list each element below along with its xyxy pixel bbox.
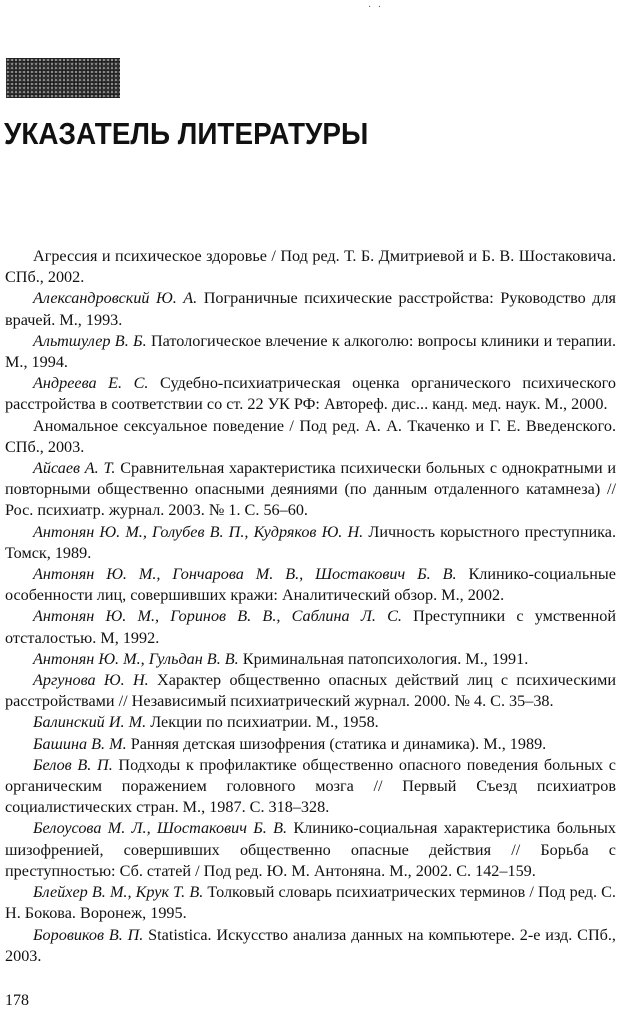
reference-item — [5, 564, 616, 606]
reference-author: Белов В. П. — [33, 755, 113, 774]
reference-item — [5, 373, 616, 415]
top-marks: · · — [368, 2, 384, 13]
reference-item — [5, 712, 616, 733]
reference-text: Ранняя детская шизофрения (статика и динамика). М., 1989. — [126, 734, 547, 753]
reference-author: Башина В. М. — [33, 734, 127, 753]
reference-text: Личность корыстного преступника. Томск, 1989. — [5, 522, 617, 562]
reference-text: Преступники с умственной отсталостью. М, 1992. — [5, 607, 616, 647]
reference-text: Пограничные психические расстройства: Руководство для врачей. М., 1993. — [5, 289, 616, 329]
reference-text: Подходы к профилактике общественно опасного поведения больных с органическим поражением головного мозга // Первый Съезд психиатров социалистических стран. М., 1987. С. 318–328. — [5, 755, 616, 817]
reference-item — [5, 606, 616, 648]
page-number: 178 — [5, 992, 29, 1009]
reference-item — [5, 734, 616, 755]
reference-text: Характер общественно опасных действий лиц с психическими расстройствами // Независимый психиатрический журнал. 2000. № 4. С. 35–38. — [5, 671, 616, 711]
chapter-header-texture-block — [6, 58, 120, 98]
reference-item — [5, 416, 616, 458]
reference-author: Антонян Ю. М., Горинов В. В., Саблина Л. С. — [33, 607, 402, 626]
reference-author: Антонян Ю. М., Гончарова М. В., Шостакович Б. В. — [33, 565, 457, 584]
reference-item — [5, 670, 616, 712]
reference-author: Антонян Ю. М., Голубев В. П., Кудряков Ю. Н. — [33, 522, 364, 541]
reference-text: Лекции по психиатрии. М., 1958. — [146, 713, 379, 732]
reference-author: Балинский И. М. — [33, 713, 147, 732]
reference-text: Толковый словарь психиатрических терминов / Под ред. С. Н. Бокова. Воронеж, 1995. — [5, 883, 616, 923]
reference-item — [5, 649, 616, 670]
reference-item — [5, 288, 616, 330]
reference-author: Блейхер В. М., Крук Т. В. — [33, 883, 204, 902]
reference-text: Клинико-социальные особенности лиц, совершивших кражи: Аналитический обзор. М., 2002. — [5, 565, 616, 605]
reference-list — [5, 246, 616, 967]
reference-author: Антонян Ю. М., Гульдан В. В. — [33, 649, 239, 668]
reference-item — [5, 246, 616, 288]
reference-item — [5, 331, 616, 373]
reference-text: Клинико-социальная характеристика больных шизофренией, совершивших общественно опасные действия // Борьба с преступностью: Сб. статей / Под ред. Ю. М. Антоняна. М., 2002. С. 142–159. — [5, 819, 616, 880]
reference-text: Сравнительная характеристика психически больных с однократными и повторными общественно опасными деяниями (по данным отдаленного катамнеза) // Рос. психиатр. журнал. 2003. № 1. С. 56–60. — [5, 459, 616, 520]
reference-author: Айсаев А. Т. — [33, 459, 116, 478]
reference-item — [5, 522, 616, 564]
reference-text: Statistica. Искусство анализа данных на компьютере. 2-е изд. СПб., 2003. — [5, 925, 616, 965]
reference-item — [5, 882, 616, 924]
reference-author: Александровский Ю. А. — [33, 289, 198, 308]
reference-text: Криминальная патопсихология. М., 1991. — [238, 649, 529, 668]
reference-text: Судебно-психиатрическая оценка органического психического расстройства в соответствии со ст. 22 УК РФ: Автореф. дис... канд. мед. наук. М., 2000. — [5, 374, 616, 414]
reference-text: Аномальное сексуальное поведение / Под ред. А. А. Ткаченко и Г. Е. Введенского. СПб., 2003. — [5, 416, 616, 456]
reference-text: Патологическое влечение к алкоголю: вопросы клиники и терапии. М., 1994. — [5, 331, 616, 372]
reference-item — [5, 755, 616, 819]
reference-author: Белоусова М. Л., Шостакович Б. В. — [33, 819, 288, 838]
reference-author: Аргунова Ю. Н. — [33, 671, 149, 690]
page-title: УКАЗАТЕЛЬ ЛИТЕРАТУРЫ — [4, 116, 369, 151]
reference-author: Боровиков В. П. — [33, 925, 144, 944]
reference-item — [5, 818, 616, 882]
reference-item — [5, 925, 616, 967]
reference-text: Агрессия и психическое здоровье / Под ред. Т. Б. Дмитриевой и Б. В. Шостаковича. СПб., 2002. — [5, 247, 616, 287]
reference-author: Андреева Е. С. — [33, 374, 149, 393]
reference-item — [5, 458, 616, 522]
reference-author: Альтшулер В. Б. — [33, 331, 147, 350]
